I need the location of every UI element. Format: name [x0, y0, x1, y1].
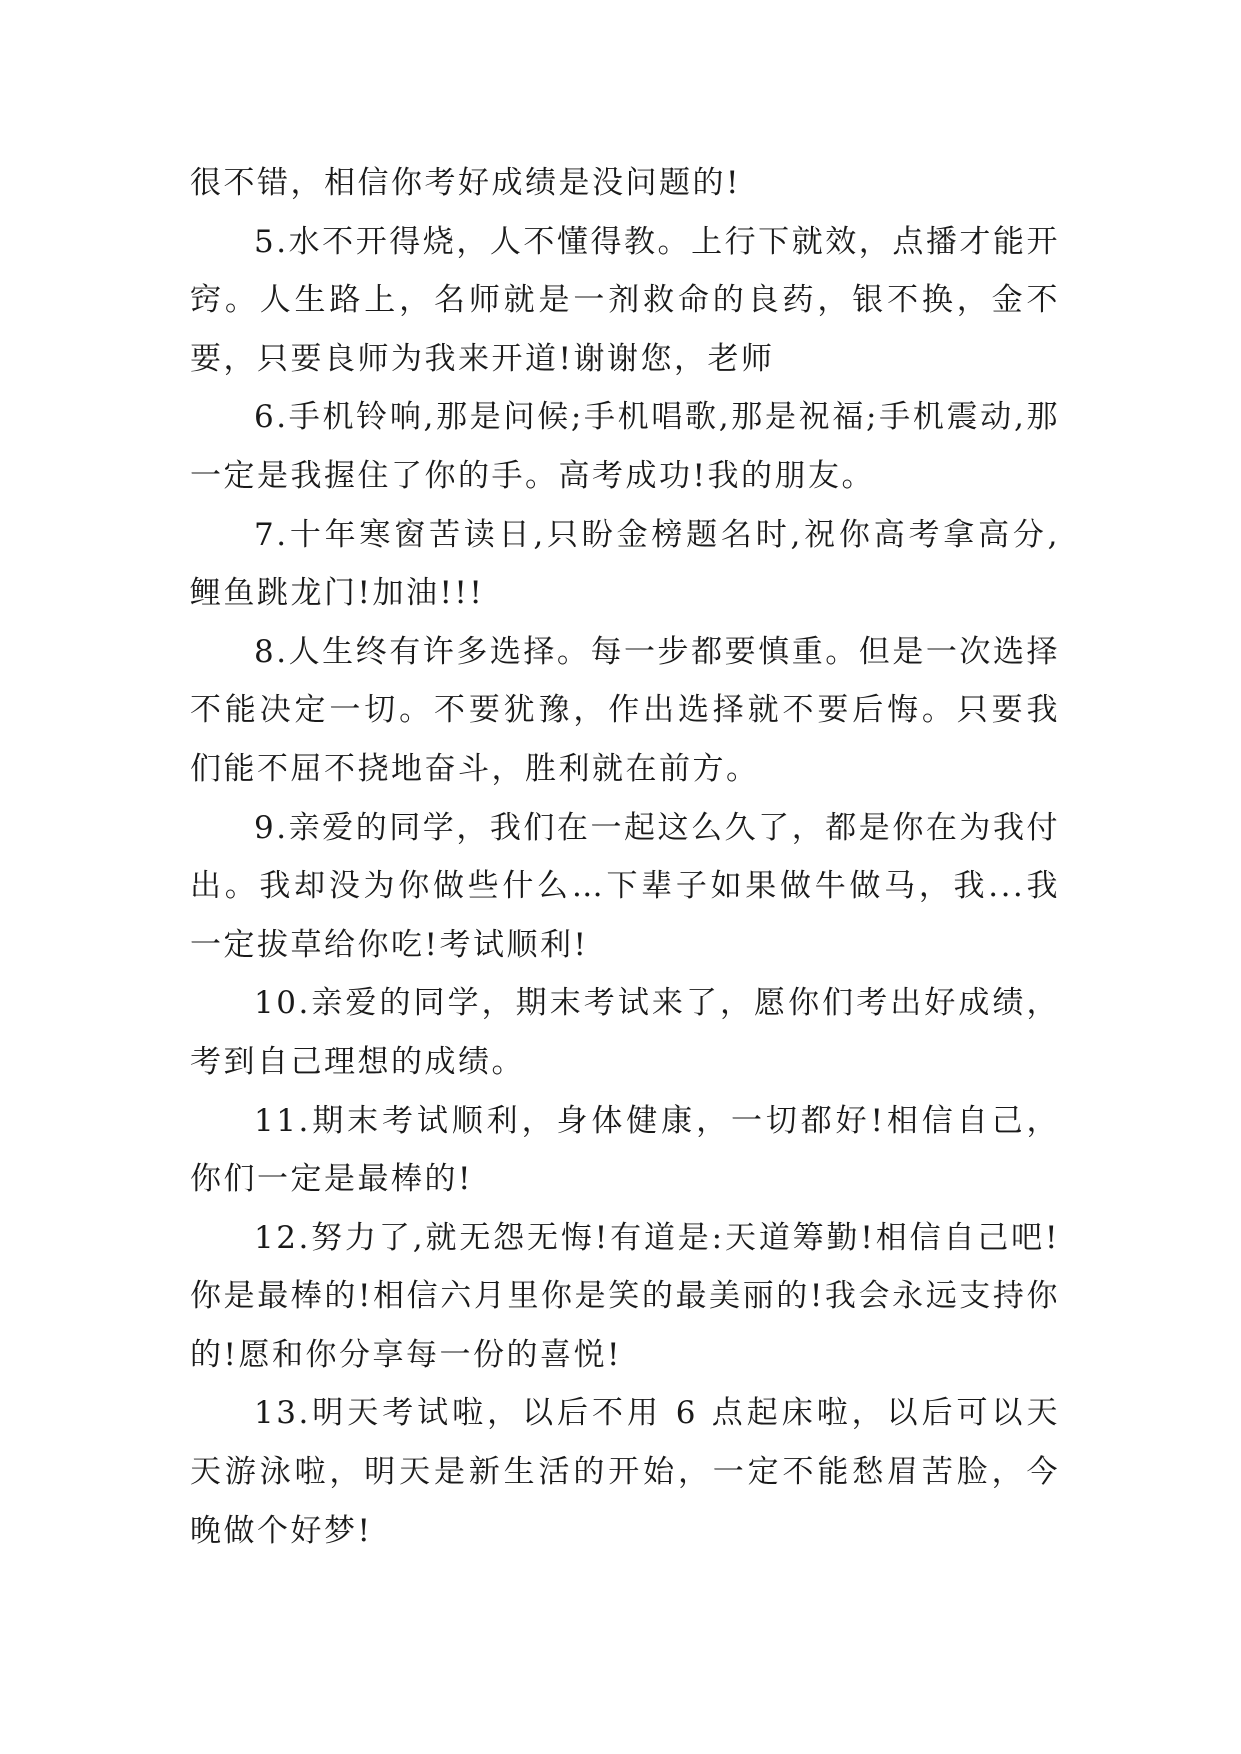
paragraph-item-10: 10.亲爱的同学，期末考试来了，愿你们考出好成绩，考到自己理想的成绩。	[190, 985, 1060, 1080]
paragraph-continuation: 很不错，相信你考好成绩是没问题的!	[190, 165, 741, 201]
paragraph-item-5: 5.水不开得烧，人不懂得教。上行下就效，点播才能开窍。人生路上，名师就是一剂救命的良药，银不换，金不要，只要良师为我来开道!谢谢您，老师	[190, 223, 1060, 377]
paragraph-item-7: 7.十年寒窗苦读日,只盼金榜题名时,祝你高考拿高分,鲤鱼跳龙门!加油!!!	[190, 516, 1060, 612]
paragraph-item-9: 9.亲爱的同学，我们在一起这么久了，都是你在为我付出。我却没为你做些什么…下辈子如果做牛做马，我...我一定拔草给你吃!考试顺利!	[190, 809, 1060, 963]
document-body	[190, 154, 1060, 1560]
paragraph-item-11: 11.期末考试顺利，身体健康，一切都好!相信自己，你们一定是最棒的!	[190, 1102, 1060, 1198]
paragraph-item-6: 6.手机铃响,那是问候;手机唱歌,那是祝福;手机震动,那一定是我握住了你的手。高考成功!我的朋友。	[190, 399, 1060, 494]
paragraph-item-12: 12.努力了,就无怨无悔!有道是:天道筹勤!相信自己吧!你是最棒的!相信六月里你是笑的最美丽的!我会永远支持你的!愿和你分享每一份的喜悦!	[190, 1219, 1060, 1373]
paragraph-item-8: 8.人生终有许多选择。每一步都要慎重。但是一次选择不能决定一切。不要犹豫，作出选择就不要后悔。只要我们能不屈不挠地奋斗，胜利就在前方。	[190, 633, 1060, 787]
paragraph-item-13: 13.明天考试啦，以后不用 6 点起床啦，以后可以天天游泳啦，明天是新生活的开始，一定不能愁眉苦脸，今晚做个好梦!	[190, 1395, 1060, 1549]
